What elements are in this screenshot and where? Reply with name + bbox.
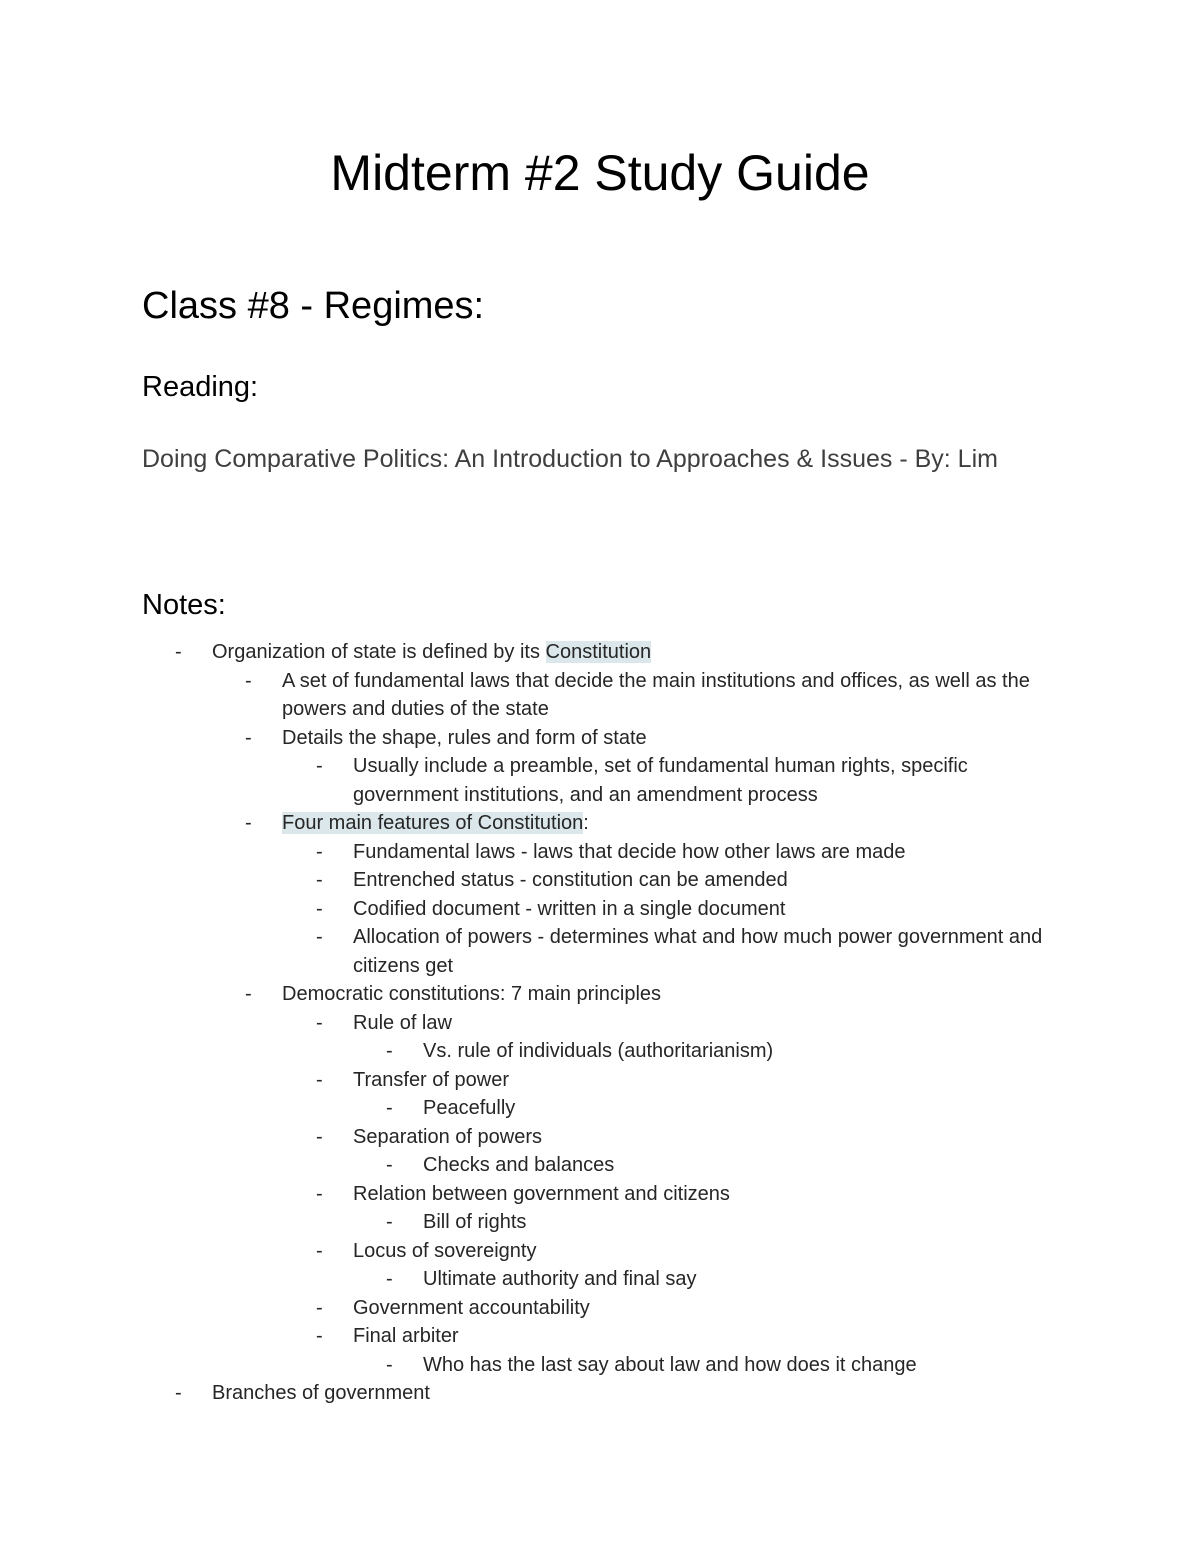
note-item (175, 1379, 1062, 1408)
note-text: Government accountability (353, 1296, 590, 1319)
bullet-dash: - (175, 641, 182, 663)
note-text: Fundamental laws - laws that decide how other laws are made (353, 840, 906, 863)
notes-heading: Notes: (142, 589, 226, 621)
note-text: Locus of sovereignty (353, 1239, 537, 1262)
bullet-dash: - (316, 1125, 323, 1148)
bullet-dash: - (316, 1296, 323, 1319)
note-text: Details the shape, rules and form of state (282, 726, 647, 749)
note-item (316, 866, 1062, 895)
note-item (245, 980, 1062, 1009)
note-item (316, 1180, 1062, 1209)
note-text: Vs. rule of individuals (authoritarianism) (423, 1040, 774, 1062)
bullet-dash: - (245, 726, 252, 749)
bullet-dash: - (386, 1268, 393, 1290)
bullet-dash: - (386, 1211, 393, 1233)
page-title: Midterm #2 Study Guide (330, 145, 870, 201)
bullet-dash: - (386, 1353, 393, 1376)
bullet-dash: - (316, 840, 323, 863)
note-item (386, 1351, 1062, 1380)
note-item (316, 1237, 1062, 1266)
note-text: Usually include a preamble, set of fundamental human rights, specific government institutions, and an amendment process (353, 755, 968, 806)
note-item (316, 1322, 1062, 1351)
bullet-dash: - (316, 869, 323, 891)
note-item (316, 895, 1062, 924)
note-text: Allocation of powers - determines what and how much power government and citizens get (353, 926, 1043, 977)
note-item (316, 1123, 1062, 1152)
note-item (386, 1265, 1062, 1294)
note-text: Democratic constitutions: 7 main principles (282, 983, 662, 1005)
bullet-dash: - (175, 1382, 182, 1404)
bullet-dash: - (316, 1182, 323, 1205)
bullet-dash: - (316, 1011, 323, 1034)
bullet-dash: - (245, 669, 252, 692)
bullet-dash: - (316, 1068, 323, 1091)
bullet-dash: - (316, 926, 323, 948)
note-text: Final arbiter (353, 1325, 459, 1347)
note-text: Transfer of power (353, 1068, 509, 1091)
bullet-dash: - (245, 812, 252, 834)
highlighted-term: Four main features of Constitution (282, 812, 584, 834)
note-text-suffix: : (583, 812, 589, 834)
note-item (316, 838, 1062, 867)
bullet-dash: - (316, 755, 323, 777)
note-item (386, 1208, 1062, 1237)
note-item (316, 1009, 1062, 1038)
note-text: Checks and balances (423, 1154, 615, 1176)
note-text: Ultimate authority and final say (423, 1268, 697, 1290)
note-item (245, 667, 1062, 724)
note-text: Codified document - written in a single document (353, 897, 786, 920)
note-text: A set of fundamental laws that decide the main institutions and offices, as well as the powers and duties of the state (282, 669, 1030, 720)
note-item (316, 752, 1062, 809)
bullet-dash: - (316, 897, 323, 920)
reading-citation: Doing Comparative Politics: An Introduction to Approaches & Issues - By: Lim (142, 445, 998, 473)
bullet-dash: - (386, 1040, 393, 1062)
reading-heading: Reading: (142, 371, 259, 403)
note-item (316, 1066, 1062, 1095)
note-text: Branches of government (212, 1382, 430, 1404)
bullet-dash: - (316, 1325, 323, 1347)
note-item (245, 724, 1062, 753)
note-item (245, 809, 1062, 838)
note-item (386, 1094, 1062, 1123)
note-item (386, 1151, 1062, 1180)
note-text: Relation between government and citizens (353, 1182, 730, 1205)
note-item (386, 1037, 1062, 1066)
note-text: Separation of powers (353, 1125, 543, 1148)
note-item (316, 923, 1062, 980)
note-text: Rule of law (353, 1011, 452, 1034)
note-text: Peacefully (423, 1097, 516, 1119)
note-text: Organization of state is defined by its (212, 641, 546, 663)
bullet-dash: - (245, 983, 252, 1005)
note-text: Who has the last say about law and how does it change (423, 1353, 917, 1376)
bullet-dash: - (386, 1097, 393, 1119)
bullet-dash: - (316, 1239, 323, 1262)
note-item (175, 638, 1062, 667)
note-text: Entrenched status - constitution can be amended (353, 869, 788, 891)
section-heading: Class #8 - Regimes: (142, 285, 485, 327)
note-item (316, 1294, 1062, 1323)
highlighted-term: Constitution (545, 641, 652, 663)
bullet-dash: - (386, 1154, 393, 1176)
note-text: Bill of rights (423, 1211, 527, 1233)
